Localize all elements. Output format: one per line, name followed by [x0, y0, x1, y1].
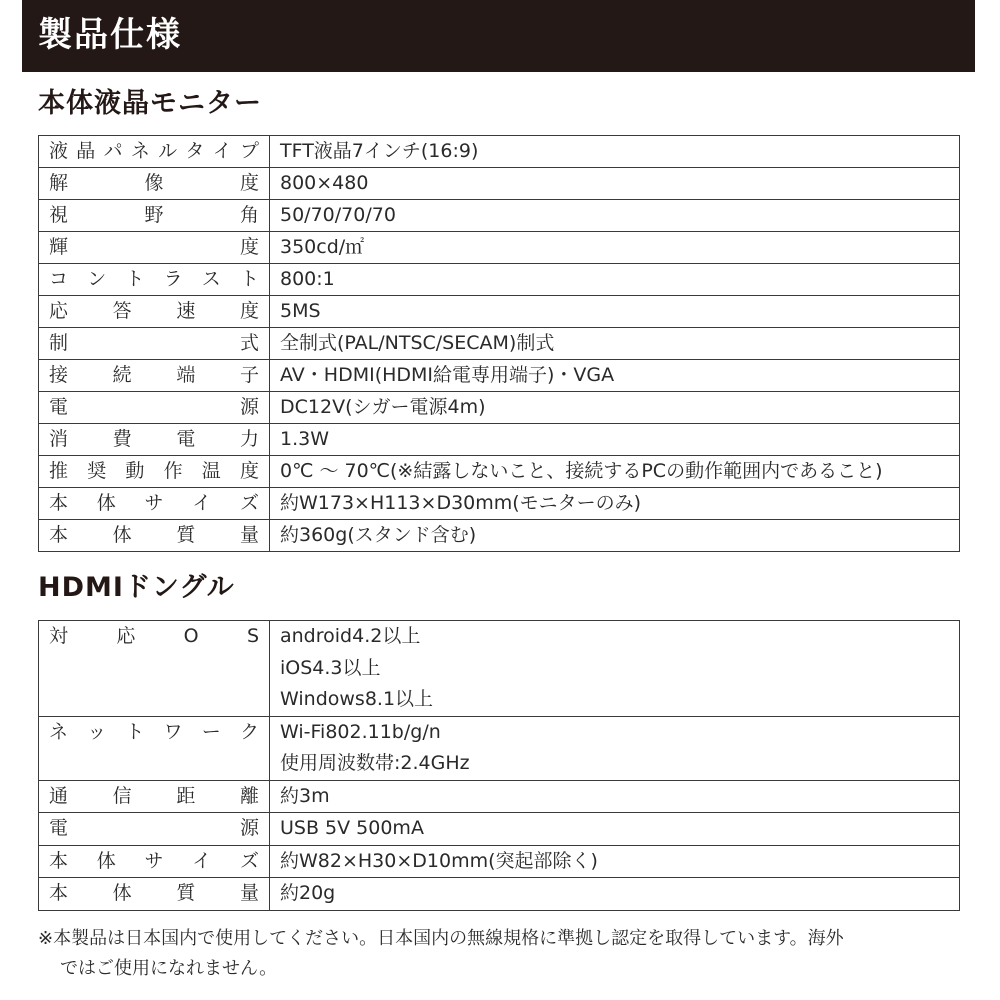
row-value: 1.3W: [270, 424, 960, 456]
row-label: 視 野 角: [49, 204, 259, 226]
table-row: [39, 328, 960, 360]
row-label: 推 奨 動 作 温 度: [49, 460, 259, 482]
footnote-line-1: ※本製品は日本国内で使用してください。日本国内の無線規格に準拠し認定を取得しています。海外: [38, 928, 844, 949]
row-label: 応 答 速 度: [49, 300, 259, 322]
row-label: 解 像 度: [49, 172, 259, 194]
dongle-spec-table: [38, 620, 960, 911]
row-value: 約W173×H113×D30mm(モニターのみ): [270, 488, 960, 520]
monitor-spec-table: [38, 135, 960, 552]
table-row: [39, 264, 960, 296]
row-value: 50/70/70/70: [270, 200, 960, 232]
row-value-line: Windows8.1以上: [280, 688, 434, 710]
row-value: 5MS: [270, 296, 960, 328]
row-value-line: 約3m: [280, 784, 330, 807]
row-value: AV・HDMI(HDMI給電専用端子)・VGA: [270, 360, 960, 392]
table-row: [39, 878, 960, 911]
row-value: [270, 878, 960, 911]
row-value-line: Wi-Fi802.11b/g/n: [280, 720, 441, 743]
table-row: [39, 296, 960, 328]
row-value: [270, 845, 960, 878]
row-value-line: 約W82×H30×D10mm(突起部除く): [280, 849, 598, 872]
row-value: [270, 716, 960, 780]
row-value: 約360g(スタンド含む): [270, 520, 960, 552]
row-label: コ ン ト ラ ス ト: [49, 268, 259, 290]
table-row: [39, 813, 960, 846]
table-row: [39, 780, 960, 813]
row-value: [270, 621, 960, 717]
dongle-section-title: HDMIドングル: [38, 572, 235, 603]
row-label: 制 式: [49, 332, 259, 354]
row-value: 0℃ ～ 70℃(※結露しないこと、接続するPCの動作範囲内であること): [270, 456, 960, 488]
table-row: [39, 360, 960, 392]
row-value: 350cd/㎡: [270, 232, 960, 264]
row-value: 800:1: [270, 264, 960, 296]
footnote-line-2: ではご使用になれません。: [60, 958, 278, 979]
row-value: 全制式(PAL/NTSC/SECAM)制式: [270, 328, 960, 360]
table-row: [39, 456, 960, 488]
footnote: [38, 924, 968, 984]
row-label: 本 体 サ イ ズ: [49, 492, 259, 514]
table-row: [39, 168, 960, 200]
row-label: 対 応 O S: [49, 625, 259, 647]
row-label: 本 体 質 量: [49, 882, 259, 904]
row-label: 通 信 距 離: [49, 784, 259, 807]
row-value: [270, 813, 960, 846]
row-value: DC12V(シガー電源4m): [270, 392, 960, 424]
row-value-line: iOS4.3以上: [280, 656, 381, 679]
row-label: 電 源: [49, 396, 259, 418]
table-row: [39, 520, 960, 552]
row-value-line: 使用周波数帯:2.4GHz: [280, 752, 470, 774]
table-row: [39, 200, 960, 232]
row-value-line: 約20g: [280, 882, 336, 904]
row-label: 本 体 質 量: [49, 524, 259, 546]
row-label: 接 続 端 子: [49, 364, 259, 386]
row-value: [270, 780, 960, 813]
table-row: [39, 136, 960, 168]
table-row: [39, 424, 960, 456]
table-row: [39, 845, 960, 878]
table-row: [39, 488, 960, 520]
table-row: [39, 621, 960, 717]
row-value: 800×480: [270, 168, 960, 200]
row-label: 電 源: [49, 817, 259, 839]
row-label: ネ ッ ト ワ ー ク: [49, 720, 259, 743]
row-value-line: USB 5V 500mA: [280, 817, 424, 839]
row-label: 本 体 サ イ ズ: [49, 849, 259, 872]
row-value: TFT液晶7インチ(16:9): [270, 136, 960, 168]
table-row: [39, 232, 960, 264]
page-title: 製品仕様: [38, 15, 182, 55]
row-label: 消 費 電 力: [49, 428, 259, 450]
table-row: [39, 716, 960, 780]
table-row: [39, 392, 960, 424]
row-label: 輝 度: [49, 236, 259, 258]
monitor-section-title: 本体液晶モニター: [38, 88, 262, 119]
row-value-line: android4.2以上: [280, 625, 421, 647]
row-label: 液 晶 パ ネ ル タ イ プ: [49, 140, 259, 162]
